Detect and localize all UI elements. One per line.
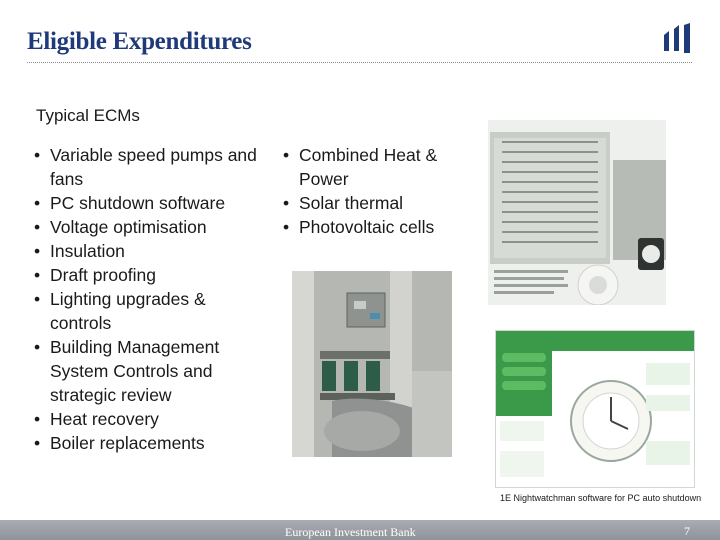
bullet-icon: • [34,433,41,453]
list-item: • Combined Heat & Power [283,145,438,189]
bullet-icon: • [34,217,41,237]
ecm-list-right [283,143,478,239]
page-number: 7 [684,524,690,538]
bullet-icon: • [283,145,290,165]
bullet-icon: • [34,265,41,285]
lighting-sensor-photo [488,120,666,305]
list-item: • Insulation [34,241,125,261]
eib-logo [662,23,692,55]
bullet-icon: • [34,145,41,165]
list-item: • Solar thermal [283,193,404,213]
ecm-list-left [34,143,264,455]
slide-title: Eligible Expenditures [27,28,252,55]
slide-subtitle: Typical ECMs [36,106,140,125]
bullet-icon: • [283,193,290,213]
list-item: • Variable speed pumps and fans [34,145,257,189]
list-item: • Heat recovery [34,409,159,429]
list-item: • Lighting upgrades & controls [34,289,206,333]
bullet-icon: • [34,193,41,213]
list-item: • Draft proofing [34,265,157,285]
footer-organization: European Investment Bank [285,525,416,539]
bullet-icon: • [34,337,41,357]
list-item: • Photovoltaic cells [283,217,435,237]
image-caption: 1E Nightwatchman software for PC auto shutdown [500,493,702,503]
bullet-icon: • [34,409,41,429]
bullet-icon: • [283,217,290,237]
title-divider [27,62,692,63]
list-item: • PC shutdown software [34,193,226,213]
list-item: • Boiler replacements [34,433,205,453]
list-item: • Building Management System Controls and strategic review [34,337,220,405]
list-item: • Voltage optimisation [34,217,207,237]
pump-room-photo [292,271,452,457]
bullet-icon: • [34,289,41,309]
bullet-icon: • [34,241,41,261]
nightwatchman-infographic [495,330,695,488]
